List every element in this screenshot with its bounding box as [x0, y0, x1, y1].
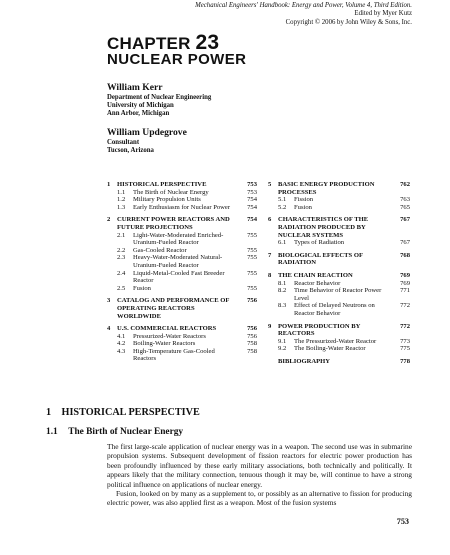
toc-section — [107, 297, 257, 320]
toc-section-heading[interactable] — [107, 216, 257, 231]
body-text — [107, 442, 412, 508]
author-affiliation-line: Consultant — [107, 139, 140, 146]
toc-section-title: THE CHAIN REACTION — [278, 271, 353, 279]
toc-subsection[interactable] — [107, 204, 257, 212]
toc-section-title: CHARACTERISTICS OF THE RADIATION PRODUCED BY NUCLEAR SYSTEMS — [278, 216, 369, 239]
toc-subsection[interactable] — [107, 270, 257, 285]
toc-subsection-number: 2.4 — [117, 269, 126, 277]
toc-subsection-number: 5.2 — [278, 203, 287, 211]
toc-section-page: 756 — [247, 325, 257, 333]
book-title-line: Mechanical Engineers' Handbook: Energy and Power, Volume 4, Third Edition. — [195, 2, 412, 9]
toc-subsection-number: 9.1 — [278, 337, 287, 345]
toc-section-number: 4 — [107, 325, 111, 333]
toc-subsection-page: 758 — [247, 340, 257, 348]
author-affiliation-line: Ann Arbor, Michigan — [107, 110, 170, 117]
toc-section-heading[interactable] — [268, 216, 410, 239]
toc-subsection-title: Fusion — [133, 284, 151, 292]
toc-subsection-title: High-Temperature Gas-Cooled Reactors — [133, 347, 215, 363]
toc-subsection[interactable] — [268, 338, 410, 346]
toc-subsection-title: Effect of Delayed Neutrons on Reactor Behavior — [294, 302, 375, 317]
toc-subsection-page: 755 — [247, 254, 257, 262]
toc-subsection-title: The Birth of Nuclear Energy — [133, 188, 209, 196]
author-affiliation-line: Tucson, Arizona — [107, 147, 154, 154]
toc-subsection-title: Reactor Behavior — [294, 279, 341, 287]
toc-subsection-page: 775 — [400, 345, 410, 353]
toc-section-page: 778 — [400, 357, 410, 365]
toc-section-page: 768 — [400, 251, 410, 259]
toc-subsection[interactable] — [268, 239, 410, 247]
toc-section-heading[interactable] — [107, 325, 257, 333]
toc-subsection-number: 2.1 — [117, 231, 126, 239]
toc-subsection-number: 2.5 — [117, 284, 126, 292]
toc-subsection-page: 755 — [247, 284, 257, 292]
toc-section-page: 753 — [247, 181, 257, 188]
toc-section-number: 8 — [268, 271, 272, 279]
toc-subsection-title: The Boiling-Water Reactor — [294, 345, 366, 353]
toc-subsection[interactable] — [107, 189, 257, 197]
toc-section-title: BASIC ENERGY PRODUCTION PROCESSES — [278, 181, 375, 196]
toc-section — [268, 358, 410, 366]
toc-subsection[interactable] — [107, 285, 257, 293]
toc-section-title: BIBLIOGRAPHY — [278, 357, 331, 365]
subsection-number: 1.1 — [46, 427, 58, 437]
toc-subsection[interactable] — [268, 302, 410, 317]
toc-subsection-number: 4.2 — [117, 340, 126, 348]
editor-line: Edited by Myer Kutz — [354, 10, 412, 18]
toc-section-number — [268, 358, 278, 366]
subsection-heading — [46, 427, 183, 437]
toc-subsection-number: 1.3 — [117, 203, 126, 211]
toc-subsection-title: Time Behavior of Reactor Power Level — [294, 287, 382, 302]
toc-subsection-page: 769 — [400, 279, 410, 287]
toc-section-number: 6 — [268, 216, 272, 224]
toc-subsection[interactable] — [268, 196, 410, 204]
toc-section — [268, 252, 410, 267]
toc-section-number: 1 — [107, 181, 111, 188]
toc-subsection[interactable] — [107, 254, 257, 269]
toc-subsection-title: Liquid-Metal-Cooled Fast Breeder Reactor — [133, 269, 225, 285]
toc-section-heading[interactable] — [268, 323, 410, 338]
toc-section-heading[interactable] — [107, 181, 257, 189]
toc-subsection-page: 754 — [247, 196, 257, 204]
toc-subsection[interactable] — [107, 340, 257, 348]
toc-subsection-page: 758 — [247, 347, 257, 355]
toc-subsection-number: 6.1 — [278, 239, 287, 247]
toc-subsection-page: 767 — [400, 239, 410, 247]
toc-subsection-number: 1.1 — [117, 188, 126, 196]
toc-subsection-title: Fusion — [294, 203, 312, 211]
toc-subsection-number: 1.2 — [117, 196, 126, 204]
toc-section-page: 756 — [247, 297, 257, 305]
toc-subsection-number: 2.3 — [117, 254, 126, 262]
toc-section-page: 762 — [400, 181, 410, 188]
table-of-contents-right — [268, 181, 410, 370]
toc-section-heading[interactable] — [107, 297, 257, 320]
author-block — [107, 127, 187, 155]
toc-section-title: POWER PRODUCTION BY REACTORS — [278, 322, 361, 338]
author-affiliation-line: University of Michigan — [107, 102, 174, 109]
toc-subsection[interactable] — [268, 204, 410, 212]
toc-section — [268, 216, 410, 246]
toc-subsection-page: 755 — [247, 231, 257, 239]
toc-subsection-title: The Pressurized-Water Reactor — [294, 337, 377, 345]
section-number: 1 — [46, 407, 52, 418]
toc-subsection-page: 753 — [247, 188, 257, 196]
toc-subsection-title: Heavy-Water-Moderated Natural-Uranium-Fueled Reactor — [133, 254, 223, 269]
toc-section-heading[interactable] — [268, 181, 410, 196]
toc-subsection-number: 9.2 — [278, 345, 287, 353]
toc-section — [107, 216, 257, 292]
toc-subsection-number: 4.1 — [117, 332, 126, 340]
toc-section-number: 9 — [268, 322, 272, 330]
toc-subsection-title: Fission — [294, 196, 314, 204]
section-title: HISTORICAL PERSPECTIVE — [61, 407, 200, 418]
copyright-line: Copyright © 2006 by John Wiley & Sons, Inc. — [285, 18, 412, 26]
toc-section-number: 5 — [268, 181, 272, 188]
toc-section — [268, 272, 410, 318]
body-paragraph: Fusion, looked on by many as a supplement to, or possibly as an alternative to fission for producing electric power, was also applied first as a weapon. Most of the fusion systems — [107, 489, 412, 508]
toc-section-page: 769 — [400, 271, 410, 279]
toc-subsection[interactable] — [107, 247, 257, 255]
toc-subsection[interactable] — [268, 287, 410, 302]
toc-subsection-title: Boiling-Water Reactors — [133, 340, 196, 348]
author-block — [107, 82, 211, 118]
body-paragraph: The first large-scale application of nuclear energy was in a weapon. The second use was in submarine propulsion systems. Subsequent development of fission reactors for electric power production has been profoundly influenced by these early military associations, both technically and politically. It appears likely that the military connection, tenuous though it may be, will continue to have a strong political influence on applications of nuclear energy. — [107, 442, 412, 489]
author-name: William Updegrove — [107, 127, 187, 138]
page-number: 753 — [396, 517, 409, 526]
toc-subsection-title: Pressurized-Water Reactors — [133, 332, 206, 340]
toc-subsection-title: Light-Water-Moderated Enriched-Uranium-Fueled Reactor — [133, 231, 224, 247]
toc-section-heading[interactable] — [268, 272, 410, 280]
toc-section — [268, 323, 410, 353]
toc-subsection-page: 755 — [247, 246, 257, 254]
author-affiliation-line: Department of Nuclear Engineering — [107, 94, 212, 101]
toc-section-page: 767 — [400, 216, 410, 224]
toc-subsection-page: 754 — [247, 203, 257, 211]
toc-subsection[interactable] — [268, 345, 410, 353]
toc-subsection-title: Types of Radiation — [294, 239, 345, 247]
chapter-number: 23 — [195, 31, 220, 54]
toc-subsection-page: 773 — [400, 337, 410, 345]
section-heading — [46, 407, 200, 418]
book-header — [195, 2, 412, 27]
toc-subsection-page: 772 — [400, 302, 410, 310]
toc-subsection-title: Early Enthusiasm for Nuclear Power — [133, 203, 231, 211]
toc-section-title: U.S. COMMERCIAL REACTORS — [117, 325, 217, 333]
toc-subsection-number: 2.2 — [117, 246, 126, 254]
toc-subsection[interactable] — [107, 196, 257, 204]
toc-section-page: 772 — [400, 322, 410, 330]
toc-section-number: 7 — [268, 251, 272, 259]
toc-subsection-title: Gas-Cooled Reactor — [133, 246, 187, 254]
toc-section-title: HISTORICAL PERSPECTIVE — [117, 181, 207, 188]
chapter-title: NUCLEAR POWER — [107, 51, 247, 68]
toc-subsection-number: 4.3 — [117, 347, 126, 355]
toc-section-title: CURRENT POWER REACTORS AND FUTURE PROJECTIONS — [117, 216, 230, 231]
toc-section — [107, 181, 257, 211]
toc-section — [268, 181, 410, 211]
toc-subsection-number: 5.1 — [278, 196, 287, 204]
chapter-word: CHAPTER — [107, 34, 191, 53]
subsection-title: The Birth of Nuclear Energy — [68, 427, 184, 437]
author-name: William Kerr — [107, 82, 163, 93]
toc-section-heading[interactable] — [268, 358, 410, 366]
toc-subsection[interactable] — [268, 280, 410, 288]
toc-section-number: 3 — [107, 297, 111, 305]
toc-subsection-number: 8.1 — [278, 279, 287, 287]
toc-subsection-page: 765 — [400, 203, 410, 211]
toc-subsection[interactable] — [107, 348, 257, 363]
toc-section-title: BIOLOGICAL EFFECTS OF RADIATION — [278, 251, 363, 267]
toc-subsection[interactable] — [107, 232, 257, 247]
toc-section-number: 2 — [107, 216, 111, 224]
toc-subsection-page: 771 — [400, 287, 410, 295]
toc-subsection[interactable] — [107, 333, 257, 341]
toc-subsection-page: 763 — [400, 196, 410, 204]
toc-section-title: CATALOG AND PERFORMANCE OF OPERATING REACTORS WORLDWIDE — [117, 297, 230, 320]
toc-section-page: 754 — [247, 216, 257, 224]
table-of-contents-left — [107, 181, 257, 368]
toc-section-heading[interactable] — [268, 252, 410, 267]
toc-subsection-number: 8.3 — [278, 302, 287, 310]
toc-subsection-title: Military Propulsion Units — [133, 196, 201, 204]
toc-section — [107, 325, 257, 363]
toc-subsection-page: 755 — [247, 269, 257, 277]
toc-subsection-number: 8.2 — [278, 287, 287, 295]
toc-subsection-page: 756 — [247, 332, 257, 340]
